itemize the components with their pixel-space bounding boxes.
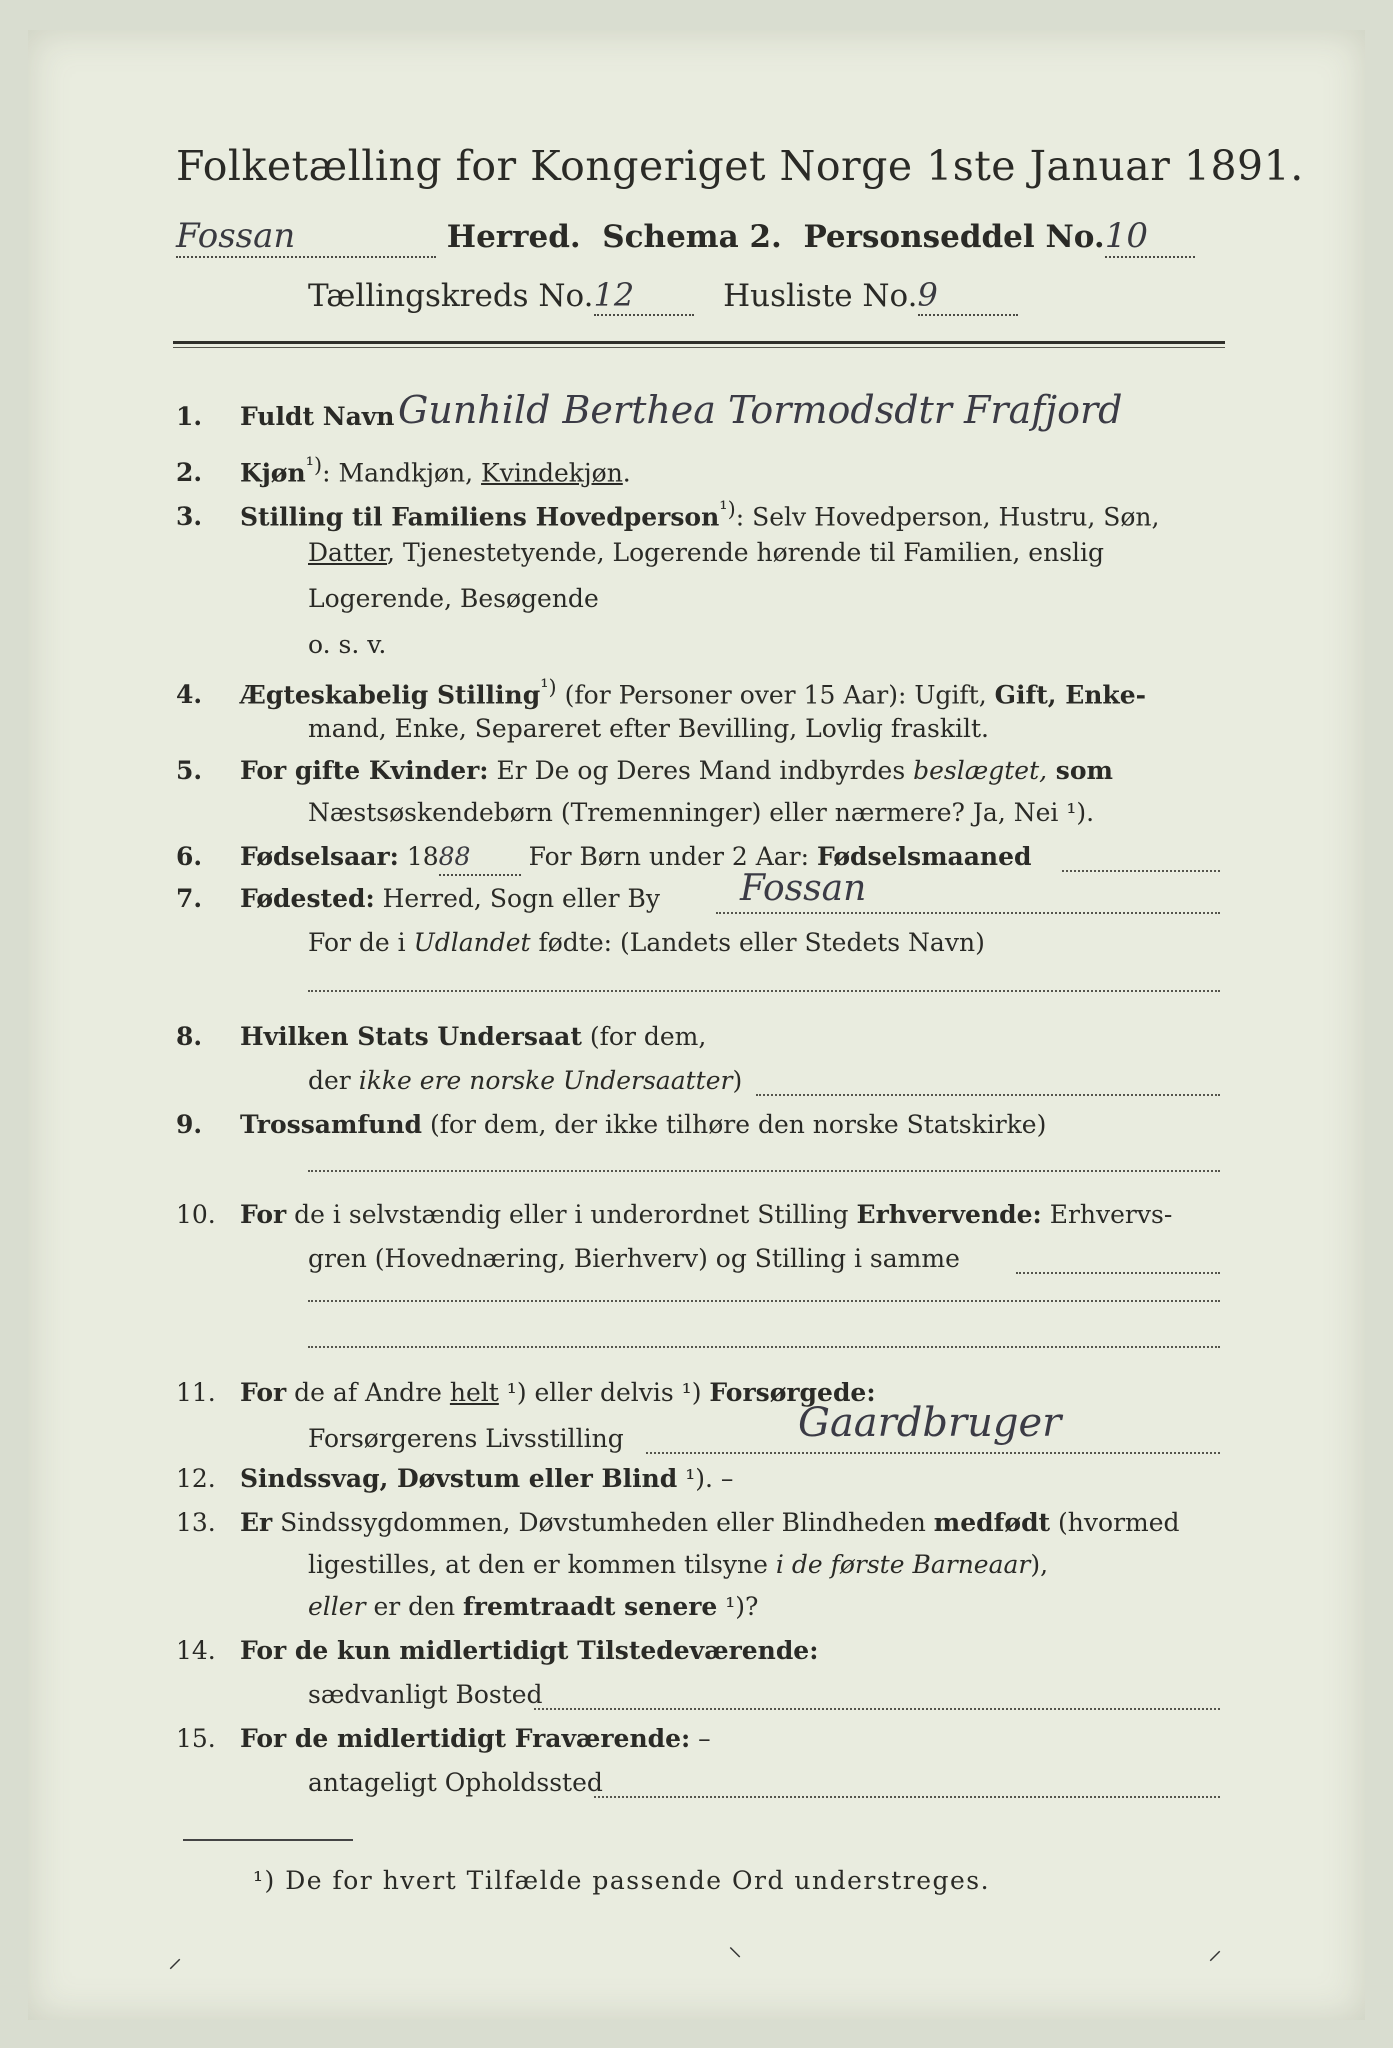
tick-mark-icon: ⸝ xyxy=(168,1941,183,1974)
q14-row: 14. For de kun midlertidigt Tilstedeværende: xyxy=(176,1636,819,1665)
census-form: Folketælling for Kongeriget Norge 1ste Januar 1891. Fossan Herred. Schema 2. Personseddel No.10 Tællingskreds No.12 Husliste No.9 1. Fuldt Navn Gunhild Berthea Tormodsdtr Frafjord 2. Kjøn$^{^1)}$: Mandkjøn, Kvindekjøn. 3. Stilling til Familiens Hovedperson$^{^1)}$: Selv Hovedperson, Hustru, Søn, Datter, Tjenestetyende, Logerende hørende til Familien, enslig Logerende, Besøgende o. s. v. 4. Ægteskabelig Stilling$^{^1)}$ (for Personer over 15 Aar): Ugift, Gift, Enke- mand, Enke, Separeret efter Bevilling, Lovlig fraskilt. 5. For gifte Kvinder: Er De og Deres Mand indbyrdes beslægtet, som Næstsøskendebørn (Tremenninger) eller nærmere? Ja, Nei ¹). 6. Fødselsaar: 1888 For Børn under 2 Aar: Fødselsmaaned 7. Fødested: Herred, Sogn eller By Fossan For de i Udlandet fødte: (Landets eller Stedets Navn) 8. Hvilken Stats Undersaat (for dem, der ikke ere norske Undersaatter) 9. Trossamfund (for dem, der ikke tilhøre den norske Statskirke) 10. For de i selvstændig eller i underordnet Stilling Erhvervende: Erhvervs- gren (Hovednæring, Bierhverv) og Stilling i samme 11. For de af Andre helt ¹) eller delvis ¹) Forsørgede: Forsørgerens Livsstilling Gaardbruger 12. Sindssvag, Døvstum eller Blind ¹). – 13. Er Sindssygdommen, Døvstumheden eller Blindheden medfødt (hvormed ligestilles, at den er kommen tilsyne i de første Barneaar), eller er den fremtraadt senere ¹)? 14. For de kun midlertidigt Tilstedeværende: sædvanligt Bosted 15. For de midlertidigt Fraværende: – antageligt Opholdssted ¹) De for hvert Tilfælde passende Ord understreges. ⸝ ⸌ ⸝ xyxy=(28,30,1365,2020)
q2-row: 2. Kjøn$^{^1)}$: Mandkjøn, Kvindekjøn. xyxy=(176,453,631,488)
q13-row: 13. Er Sindssygdommen, Døvstumheden eller Blindheden medfødt (hvormed xyxy=(176,1508,1180,1537)
kreds-value: 12 xyxy=(594,276,694,316)
q12-row: 12. Sindssvag, Døvstum eller Blind ¹). – xyxy=(176,1464,734,1493)
husliste-value: 9 xyxy=(918,276,1018,316)
q2-selected: Kvindekjøn xyxy=(481,458,623,488)
q3-selected: Datter xyxy=(308,538,388,567)
q9-row: 9. Trossamfund (for dem, der ikke tilhøre den norske Statskirke) xyxy=(176,1110,1047,1139)
schema-label: Schema 2. xyxy=(602,219,782,255)
q1-label: Fuldt Navn xyxy=(240,402,395,431)
q8-row: 8. Hvilken Stats Undersaat (for dem, xyxy=(176,1022,707,1051)
herred-value: Fossan xyxy=(176,216,296,256)
personseddel-label: Personseddel No. xyxy=(803,219,1105,255)
q11-supporter-value: Gaardbruger xyxy=(798,1400,1062,1446)
q10-row: 10. For de i selvstændig eller i underordnet Stilling Erhvervende: Erhvervs- xyxy=(176,1200,1173,1229)
q1-row: 1. Fuldt Navn xyxy=(176,402,395,431)
q1-name-value: Gunhild Berthea Tormodsdtr Frafjord xyxy=(398,388,1123,432)
header-rule-thin xyxy=(173,347,1225,348)
header-line-2 xyxy=(176,216,1195,258)
header-rule xyxy=(173,341,1225,344)
q3-row: 3. Stilling til Familiens Hovedperson$^{^1)}$: Selv Hovedperson, Hustru, Søn, xyxy=(176,497,1160,532)
form-title: Folketælling for Kongeriget Norge 1ste Januar 1891. xyxy=(176,142,1304,190)
q7-row: 7. Fødested: Herred, Sogn eller By xyxy=(176,884,661,913)
q11-row: 11. For de af Andre helt ¹) eller delvis ¹) Forsørgede: xyxy=(176,1378,876,1407)
personseddel-value: 10 xyxy=(1105,216,1195,258)
husliste-label: Husliste No. xyxy=(723,278,918,314)
q6-year-value: 88 xyxy=(439,840,521,876)
q11-selected: helt xyxy=(449,1378,499,1407)
footnote: ¹) De for hvert Tilfælde passende Ord understreges. xyxy=(253,1866,991,1895)
q4-row: 4. Ægteskabelig Stilling$^{^1)}$ (for Personer over 15 Aar): Ugift, Gift, Enke- xyxy=(176,675,1147,710)
q15-row: 15. For de midlertidigt Fraværende: – xyxy=(176,1724,711,1753)
header-line-3 xyxy=(308,276,1018,316)
q6-row: 6. Fødselsaar: 1888 For Børn under 2 Aar: Fødselsmaaned xyxy=(176,840,1032,876)
herred-label: Herred. xyxy=(446,219,581,255)
q7-birthplace-value: Fossan xyxy=(740,868,867,909)
tick-mark-icon: ⸝ xyxy=(1208,1933,1223,1966)
kreds-label: Tællingskreds No. xyxy=(308,278,594,314)
q5-row: 5. For gifte Kvinder: Er De og Deres Mand indbyrdes beslægtet, som xyxy=(176,756,1113,785)
footnote-rule xyxy=(183,1839,353,1841)
tick-mark-icon: ⸌ xyxy=(728,1941,743,1974)
